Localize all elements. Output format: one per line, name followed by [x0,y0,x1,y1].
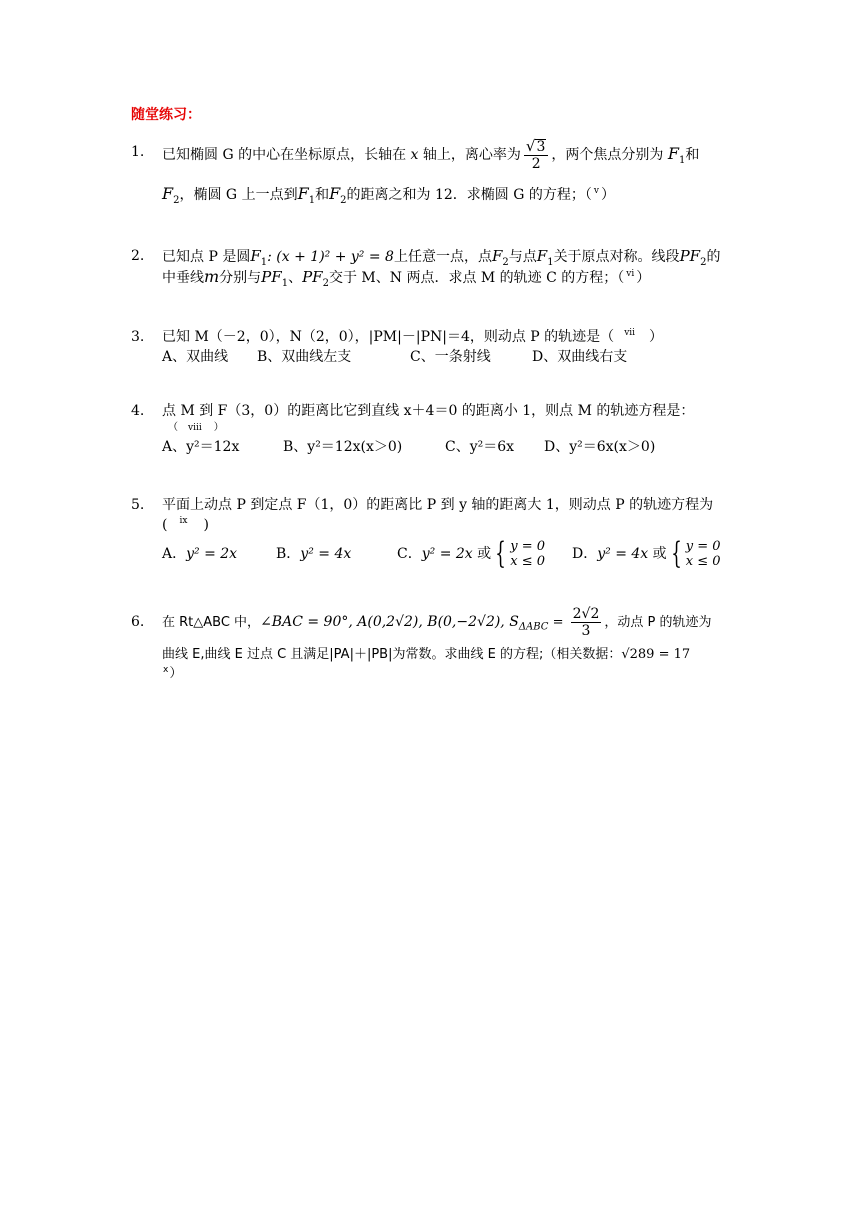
problem-6 [131,600,733,682]
problem-number: 3. [131,329,145,345]
option-d: D、y²＝6x(x＞0) [544,439,656,455]
answer-options [162,347,733,367]
area-fraction: $\frac{2√2}{3}$ [572,606,600,639]
option-d: D．y² = 4x 或 { y = 0 x ≤ 0 [572,536,721,571]
eccentricity-fraction: $\frac{√3}{2}$ [524,138,548,172]
endnote-marker: v [593,186,599,197]
answer-options [162,437,733,457]
problem-text-line: 点 M 到 F（3，0）的距离比它到直线 x＋4＝0 的距离小 1，则点 M 的轨迹方程是： [162,403,695,419]
problem-text-line: 已知椭圆 G 的中心在坐标原点，长轴在 x 轴上，离心率为 $\frac{√3}{2}$ ，两个焦点分别为 $F_1$和 [162,137,700,172]
problem-text-line: 已知点 P 是圆$F_1$: (x + 1)² + y² = 8上任意一点，点$F_2$与点$F_1$关于原点对称。线段$PF_2$的 [162,247,721,268]
problem-2 [131,246,733,288]
circle-equation: (x + 1)² + y² = 8 [276,249,394,265]
endnote-marker: x [163,664,169,675]
endnote-marker: vii [624,328,636,339]
endnote-marker: vi [626,269,635,280]
option-b: B、双曲线左支 [257,349,352,365]
case-brace: { y = 0 x ≤ 0 [670,536,721,571]
problem-text-line: $F_2$，椭圆 G 上一点到$F_1$和$F_2$的距离之和为 12．求椭圆 G 的方程；（ $^v$ ） [162,184,615,206]
section-heading: 随堂练习： [131,107,201,123]
problem-text-line: $^x$） [163,664,183,681]
problem-number: 1. [131,144,145,160]
problem-1 [131,132,733,205]
option-a: A、双曲线 [162,349,229,365]
problem-text-line: 已知 M（－2，0），N（2，0），|PM|－|PN|＝4，则动点 P 的轨迹是（ $^{vii}$ ） [162,328,664,345]
option-d: D、双曲线右支 [532,349,628,365]
problem-4 [131,401,733,457]
option-b: B、y²＝12x(x＞0) [283,439,403,455]
problem-3 [131,327,733,367]
problem-5 [131,495,733,569]
option-a: A．y² = 2x [162,546,238,562]
endnote-marker: viii [188,423,202,433]
problem-text-line: 中垂线m分别与$PF_1$、$PF_2$交于 M、N 两点．求点 M 的轨迹 C 的方程；（ $^{vi}$ ） [162,267,651,289]
problem-text-line: 在 Rt△ABC 中，∠BAC = 90°, A(0,2√2), B(0,−2√2), $S_{\Delta ABC}$ = $\frac{2√2}{3}$ ，动点 P 的轨迹为 [162,606,712,639]
option-c: C、y²＝6x [445,439,515,455]
answer-paren: ( $^{ix}$ ) [162,516,209,533]
option-a: A、y²＝12x [162,439,240,455]
problem-text-line: 曲线 E,曲线 E 过点 C 且满足|PA|＋|PB|为常数。求曲线 E 的方程;（相关数据：√289 = 17 [162,647,691,662]
problem-number: 4. [131,403,145,419]
option-c: C．y² = 2x 或 { y = 0 x ≤ 0 [397,536,546,571]
related-data: √289 = 17 [621,647,691,662]
answer-options [162,536,733,571]
option-b: B．y² = 4x [276,546,352,562]
endnote-marker: ix [179,516,188,527]
problem-number: 6. [131,614,145,630]
answer-paren: （ viii ） [168,422,224,433]
case-brace: { y = 0 x ≤ 0 [495,536,546,571]
triangle-conditions: ∠BAC = 90°, A(0,2√2), B(0,−2√2), S [260,614,519,630]
problem-number: 5. [131,497,145,513]
problem-text-line: 平面上动点 P 到定点 F（1，0）的距离比 P 到 y 轴的距离大 1，则动点 P 的轨迹方程为 [162,497,714,513]
problem-number: 2. [131,248,145,264]
option-c: C、一条射线 [410,349,491,365]
